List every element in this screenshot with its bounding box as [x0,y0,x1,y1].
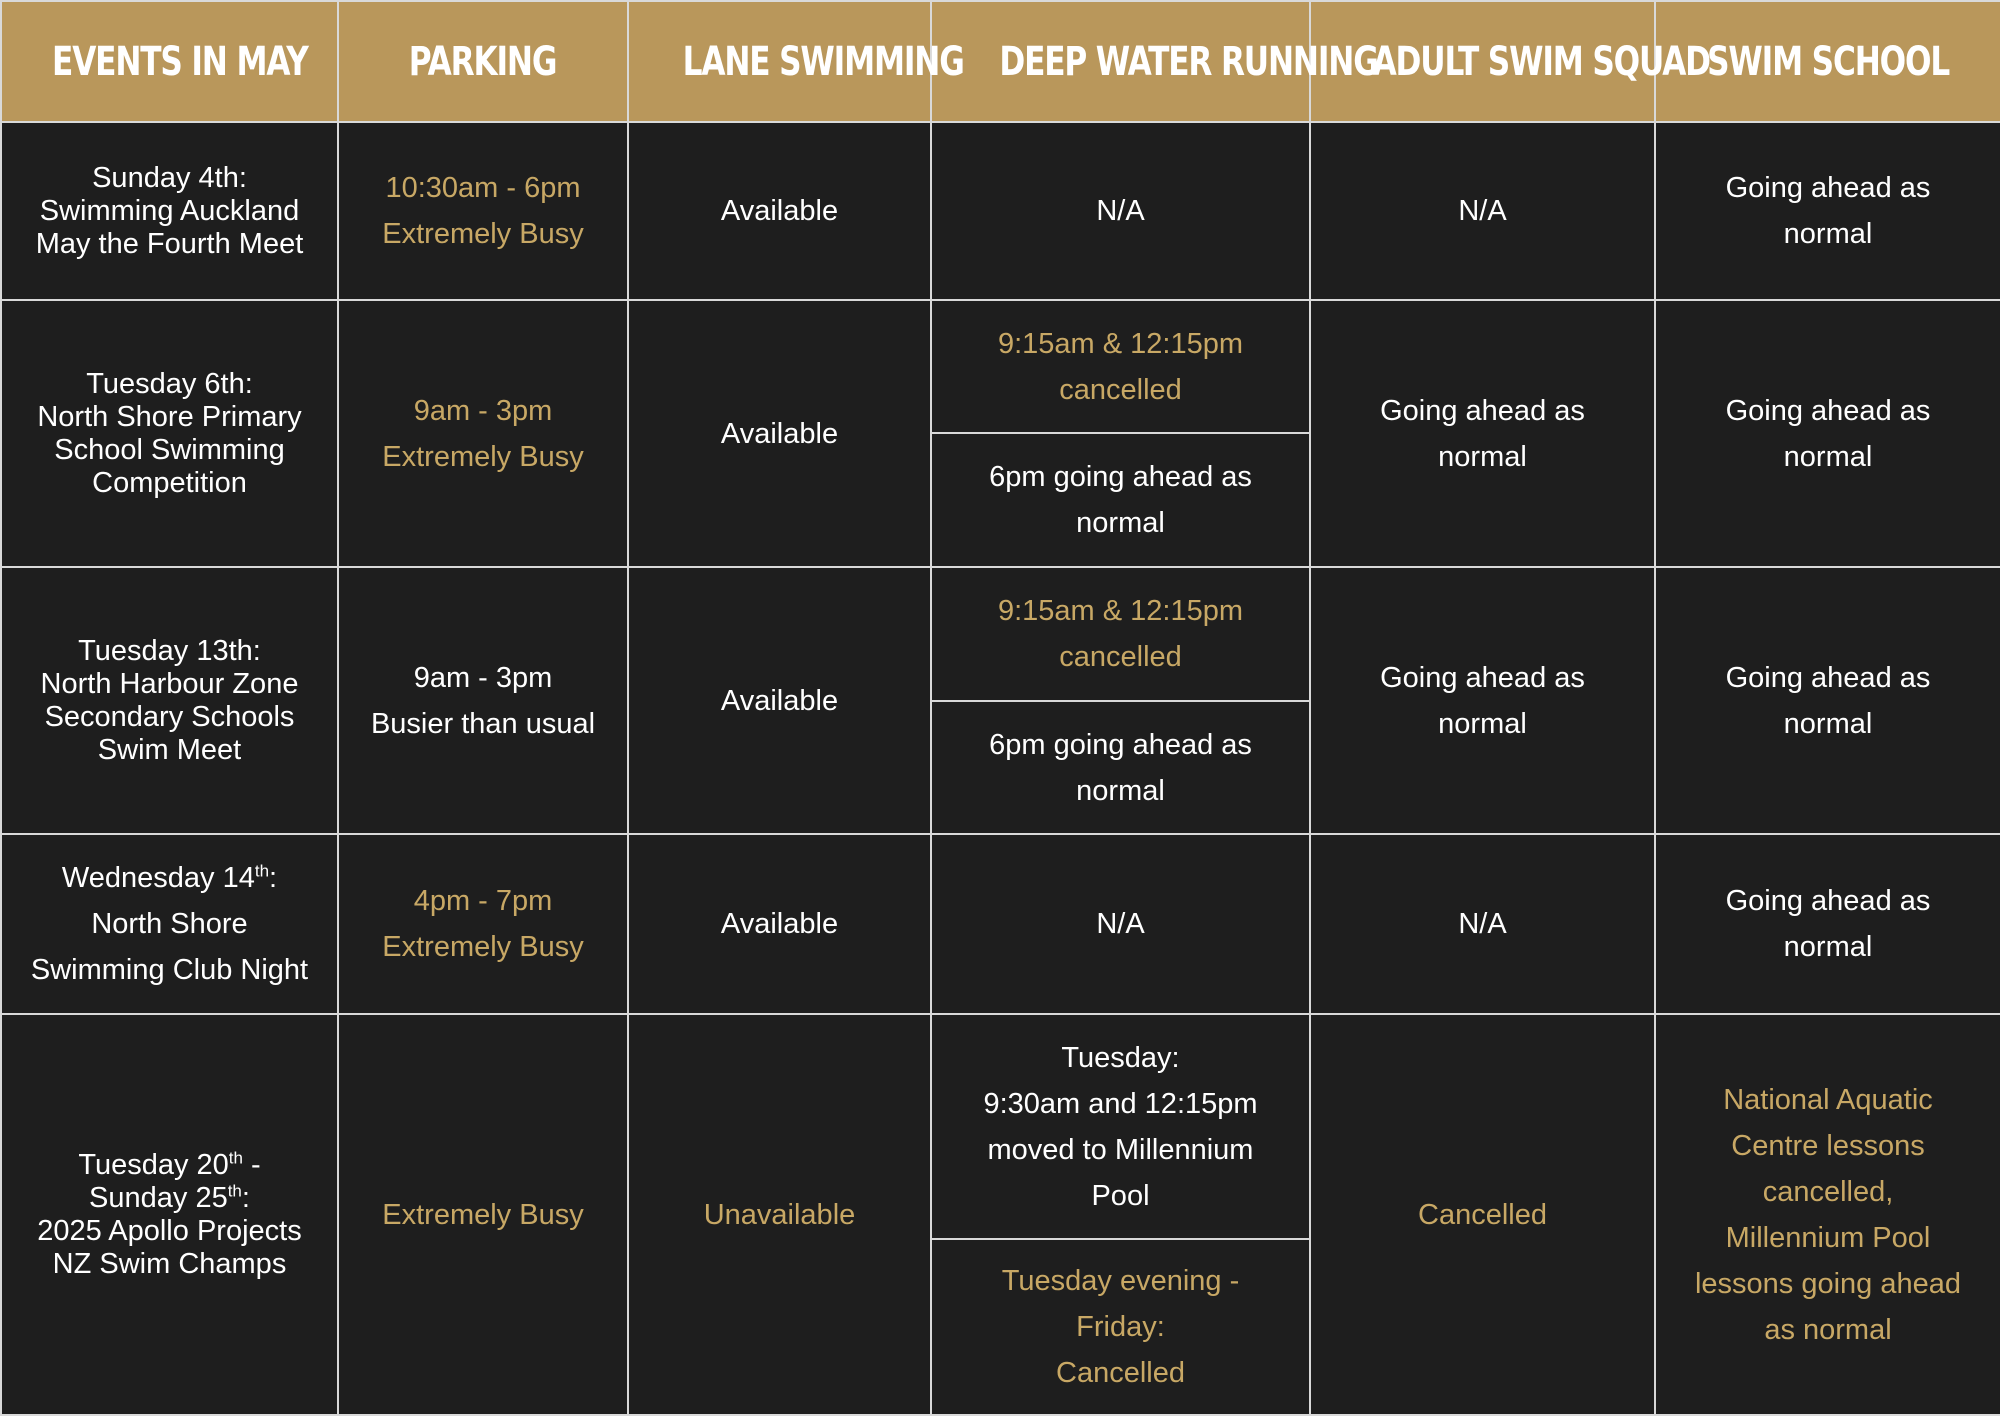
event-cell [1,1014,338,1415]
event-day-suffix: : [269,862,278,894]
parking-cell [338,122,628,300]
event-start: Tuesday 20 [78,1148,229,1181]
parking-status: Extremely Busy [382,931,584,963]
parking-cell [338,567,628,834]
event-line: North Shore [91,908,248,940]
event-start-ordinal: th [228,1147,243,1167]
deep-water-line: normal [1076,507,1165,539]
swim-school-line: normal [1783,707,1873,740]
adult-swim-squad-cell [1310,567,1655,834]
deep-water-line: Friday: [1076,1311,1165,1343]
parking-time: 9am - 3pm [413,661,553,694]
event-line: May the Fourth Meet [35,227,304,260]
swim-school-cell [1655,1014,2000,1415]
header-row [1,1,2000,122]
swim-school-cell [1655,122,2000,300]
swim-school-line: normal [1783,440,1873,473]
event-cell [1,567,338,834]
header-adult-swim-squad: ADULT SWIM SQUAD [1310,1,1655,122]
event-cell [1,834,338,1014]
swim-school-line: Going ahead as [1725,394,1931,427]
table-row [1,300,2000,433]
deep-water-running-cell [931,1239,1310,1415]
deep-water-running-cell [931,701,1310,834]
event-line: Swimming Club Night [30,954,309,986]
deep-water-running-cell [931,433,1310,567]
deep-water-line: Pool [1091,1179,1150,1212]
event-day-ordinal: th [254,861,270,881]
swim-school-line: National Aquatic [1723,1083,1933,1116]
header-parking: PARKING [338,1,628,122]
lane-swimming-cell: Available [628,122,931,300]
swim-school-line: normal [1783,218,1873,250]
deep-water-running-cell: N/A [931,122,1310,300]
swim-school-line: Going ahead as [1725,172,1931,204]
event-line: North Harbour Zone [40,667,299,700]
event-line: Tuesday 6th: [86,367,253,400]
deep-water-line: Tuesday evening - [1001,1265,1240,1297]
table-row [1,122,2000,300]
adult-squad-line: normal [1438,440,1527,473]
event-line: Swimming Auckland [39,194,300,227]
event-end: Sunday 25 [89,1181,228,1214]
parking-time: 9am - 3pm [413,394,553,427]
deep-water-running-cell [931,567,1310,701]
deep-water-running-cell [931,300,1310,433]
event-end-ordinal: th [227,1180,242,1200]
parking-status: Extremely Busy [382,440,584,473]
deep-water-line: Tuesday: [1061,1041,1180,1074]
header-lane-swimming: LANE SWIMMING [628,1,931,122]
deep-water-line: 6pm going ahead as [989,461,1252,493]
event-line: Secondary Schools [44,700,295,733]
table-row [1,567,2000,701]
deep-water-line: 6pm going ahead as [989,728,1252,761]
table-row [1,834,2000,1014]
deep-water-line: moved to Millennium [987,1133,1254,1166]
deep-water-line: 9:15am & 12:15pm [997,327,1244,360]
deep-water-line: 9:30am and 12:15pm [983,1087,1258,1120]
swim-school-cell [1655,300,2000,567]
swim-school-line: as normal [1764,1313,1892,1346]
event-line: Sunday 4th: [92,161,247,194]
deep-water-line: Cancelled [1056,1357,1185,1389]
parking-cell: Extremely Busy [338,1014,628,1415]
swim-school-cell [1655,567,2000,834]
parking-status: Extremely Busy [382,218,584,250]
parking-cell [338,300,628,567]
event-line: North Shore Primary [37,400,302,433]
event-line: NZ Swim Champs [52,1247,287,1280]
lane-swimming-cell: Available [628,300,931,567]
swim-school-line: Going ahead as [1725,885,1931,917]
event-start-suffix: - [242,1148,261,1181]
swim-school-line: cancelled, [1762,1175,1894,1208]
deep-water-line: normal [1076,774,1165,807]
parking-time: 10:30am - 6pm [385,172,581,204]
deep-water-line: cancelled [1059,641,1182,673]
event-line [16,1182,323,1215]
swim-school-cell [1655,834,2000,1014]
header-deep-water-running: DEEP WATER RUNNING [931,1,1310,122]
header-swim-school: SWIM SCHOOL [1655,1,2000,122]
event-line: Competition [92,466,247,499]
deep-water-running-cell [931,1014,1310,1239]
parking-time: 4pm - 7pm [413,885,553,917]
event-line: 2025 Apollo Projects [37,1214,302,1247]
swim-school-line: lessons going ahead [1694,1267,1962,1300]
event-line [16,855,323,901]
adult-squad-line: Going ahead as [1380,661,1585,694]
event-line [16,1149,323,1182]
adult-swim-squad-cell: Cancelled [1310,1014,1655,1415]
adult-swim-squad-cell [1310,300,1655,567]
lane-swimming-cell: Unavailable [628,1014,931,1415]
swim-school-line: Centre lessons [1731,1129,1925,1162]
adult-swim-squad-cell: N/A [1310,834,1655,1014]
deep-water-running-cell: N/A [931,834,1310,1014]
event-cell [1,300,338,567]
table-row [1,1014,2000,1239]
event-line: Swim Meet [97,733,242,766]
deep-water-line: cancelled [1059,373,1182,406]
deep-water-line: 9:15am & 12:15pm [997,595,1244,627]
lane-swimming-cell: Available [628,834,931,1014]
event-line: Tuesday 13th: [78,634,261,667]
adult-squad-line: Going ahead as [1380,394,1585,427]
swim-school-line: normal [1783,931,1873,963]
parking-cell [338,834,628,1014]
swim-school-line: Going ahead as [1725,661,1931,694]
parking-status: Busier than usual [370,707,596,740]
header-events: EVENTS IN MAY [1,1,338,122]
event-day: Wednesday 14 [61,862,255,894]
lane-swimming-cell: Available [628,567,931,834]
event-line: School Swimming [54,433,285,466]
adult-swim-squad-cell: N/A [1310,122,1655,300]
swim-school-line: Millennium Pool [1725,1221,1931,1254]
adult-squad-line: normal [1438,707,1527,740]
event-cell [1,122,338,300]
event-end-suffix: : [241,1181,250,1214]
